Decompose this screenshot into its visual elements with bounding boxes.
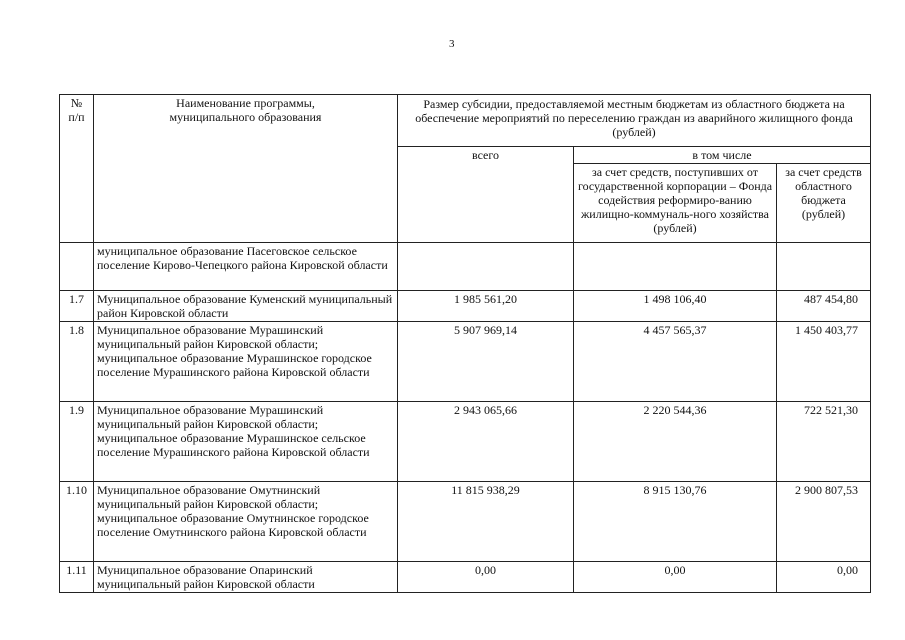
header-num-label: № п/п bbox=[68, 96, 85, 124]
row-name: Муниципальное образование Опаринский муниципальный район Кировской области bbox=[94, 562, 398, 593]
header-regional-label: за счет средств областного бюджета (рублей) bbox=[785, 165, 862, 221]
row-num: 1.11 bbox=[60, 562, 94, 593]
table-row bbox=[60, 322, 871, 402]
header-num bbox=[60, 95, 94, 243]
row-num: 1.9 bbox=[60, 402, 94, 482]
row-total: 11 815 938,29 bbox=[398, 482, 574, 562]
row-name: муниципальное образование Пасеговское сельское поселение Кирово-Чепецкого района Кировской области bbox=[94, 243, 398, 291]
row-name: Муниципальное образование Куменский муниципальный район Кировской области bbox=[94, 291, 398, 322]
header-name-label: Наименование программы, муниципального образования bbox=[169, 96, 322, 124]
row-regional: 487 454,80 bbox=[777, 291, 871, 322]
header-fund bbox=[574, 164, 777, 243]
row-total: 1 985 561,20 bbox=[398, 291, 574, 322]
row-name: Муниципальное образование Мурашинский муниципальный район Кировской области; муниципальное образование Мурашинское сельское поселение Мурашинского района Кировской области bbox=[94, 402, 398, 482]
page-number: 3 bbox=[449, 38, 455, 50]
table-row bbox=[60, 402, 871, 482]
header-name bbox=[94, 95, 398, 243]
table-row bbox=[60, 291, 871, 322]
header-total-label: всего bbox=[471, 148, 500, 162]
row-total: 2 943 065,66 bbox=[398, 402, 574, 482]
row-fund: 0,00 bbox=[574, 562, 777, 593]
row-total: 5 907 969,14 bbox=[398, 322, 574, 402]
row-num: 1.10 bbox=[60, 482, 94, 562]
table-row bbox=[60, 243, 871, 291]
row-regional: 2 900 807,53 bbox=[777, 482, 871, 562]
header-fund-label: за счет средств, поступивших от государственной корпорации – Фонда содействия реформиро-ванию жилищно-коммуналь-ного хозяйства (рублей) bbox=[577, 165, 773, 235]
header-regional bbox=[777, 164, 871, 243]
header-subsidy bbox=[398, 95, 871, 147]
row-fund: 4 457 565,37 bbox=[574, 322, 777, 402]
header-including bbox=[574, 147, 871, 164]
row-regional: 0,00 bbox=[777, 562, 871, 593]
row-num bbox=[60, 243, 94, 291]
header-including-label: в том числе bbox=[692, 148, 752, 162]
table-row bbox=[60, 482, 871, 562]
row-fund: 2 220 544,36 bbox=[574, 402, 777, 482]
header-subsidy-label: Размер субсидии, предоставляемой местным бюджетам из областного бюджета на обеспечение мероприятий по переселению граждан из аварийного жилищного фонда (рублей) bbox=[415, 97, 853, 139]
subsidy-table bbox=[59, 94, 871, 593]
row-num: 1.7 bbox=[60, 291, 94, 322]
header-total bbox=[398, 147, 574, 243]
row-regional bbox=[777, 243, 871, 291]
row-name: Муниципальное образование Омутнинский муниципальный район Кировской области; муниципальное образование Омутнинское городское поселение Омутнинского района Кировской области bbox=[94, 482, 398, 562]
row-fund: 8 915 130,76 bbox=[574, 482, 777, 562]
row-total: 0,00 bbox=[398, 562, 574, 593]
row-total bbox=[398, 243, 574, 291]
row-fund bbox=[574, 243, 777, 291]
row-regional: 722 521,30 bbox=[777, 402, 871, 482]
row-fund: 1 498 106,40 bbox=[574, 291, 777, 322]
table-row bbox=[60, 562, 871, 593]
row-num: 1.8 bbox=[60, 322, 94, 402]
row-name: Муниципальное образование Мурашинский муниципальный район Кировской области; муниципальное образование Мурашинское городское поселение Мурашинского района Кировской области bbox=[94, 322, 398, 402]
row-regional: 1 450 403,77 bbox=[777, 322, 871, 402]
